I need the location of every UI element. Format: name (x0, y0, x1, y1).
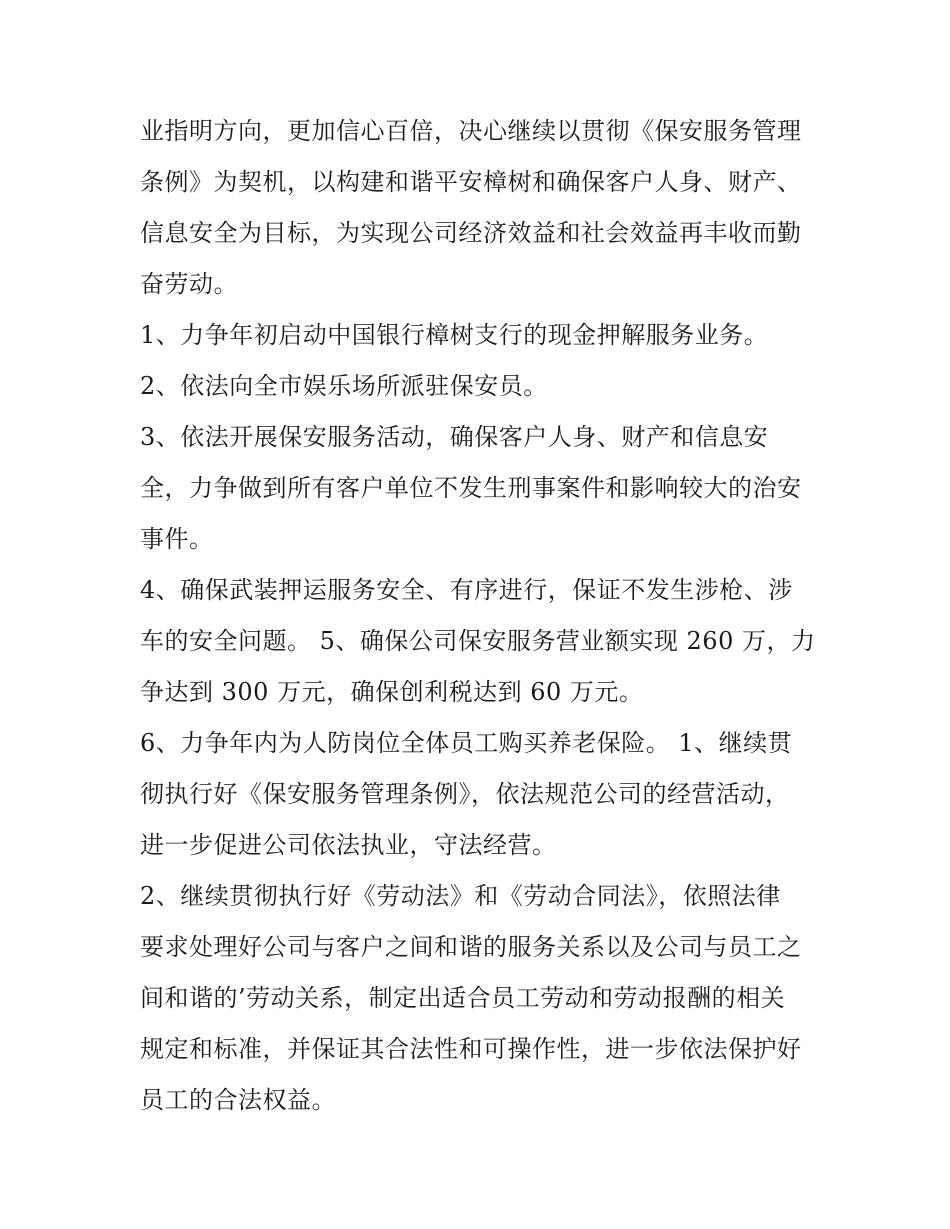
text-line: 员工的合法权益。 (140, 1086, 336, 1114)
text-line: 全，力争做到所有客户单位不发生刑事案件和影响较大的治安 (140, 474, 802, 502)
text-line: 条例》为契机，以构建和谐平安樟树和确保客户人身、财产、 (140, 168, 802, 196)
text-line: 2、继续贯彻执行好《劳动法》和《劳动合同法》，依照法律 (140, 882, 781, 910)
text-line: 1、力争年初启动中国银行樟树支行的现金押解服务业务。 (140, 321, 769, 349)
text-line: 彻执行好《保安服务管理条例》，依法规范公司的经营活动， (140, 780, 790, 808)
text-line: 4、确保武装押运服务安全、有序进行，保证不发生涉枪、涉 (140, 576, 793, 604)
text-line: 信息安全为目标，为实现公司经济效益和社会效益再丰收而勤 (140, 219, 802, 247)
text-line: 3、依法开展保安服务活动，确保客户人身、财产和信息安 (140, 423, 769, 451)
text-line: 争达到 300 万元，确保创利税达到 60 万元。 (140, 678, 644, 706)
text-line: 规定和标准，并保证其合法性和可操作性，进一步依法保护好 (140, 1035, 802, 1063)
text-line: 进一步促进公司依法执业，守法经营。 (140, 831, 557, 859)
text-line: 要求处理好公司与客户之间和谐的服务关系以及公司与员工之 (140, 933, 802, 961)
text-line: 业指明方向，更加信心百倍，决心继续以贯彻《保安服务管理 (140, 117, 802, 145)
text-line: 车的安全问题。 5、确保公司保安服务营业额实现 260 万，力 (140, 627, 816, 655)
text-line: 事件。 (140, 525, 214, 553)
text-line: 6、力争年内为人防岗位全体员工购买养老保险。 1、继续贯 (140, 729, 793, 757)
text-line: 奋劳动。 (140, 270, 238, 298)
text-line: 间和谐的’劳动关系，制定出适合员工劳动和劳动报酬的相关 (140, 984, 786, 1012)
document-body (140, 106, 820, 1126)
text-line: 2、依法向全市娱乐场所派驻保安员。 (140, 372, 548, 400)
